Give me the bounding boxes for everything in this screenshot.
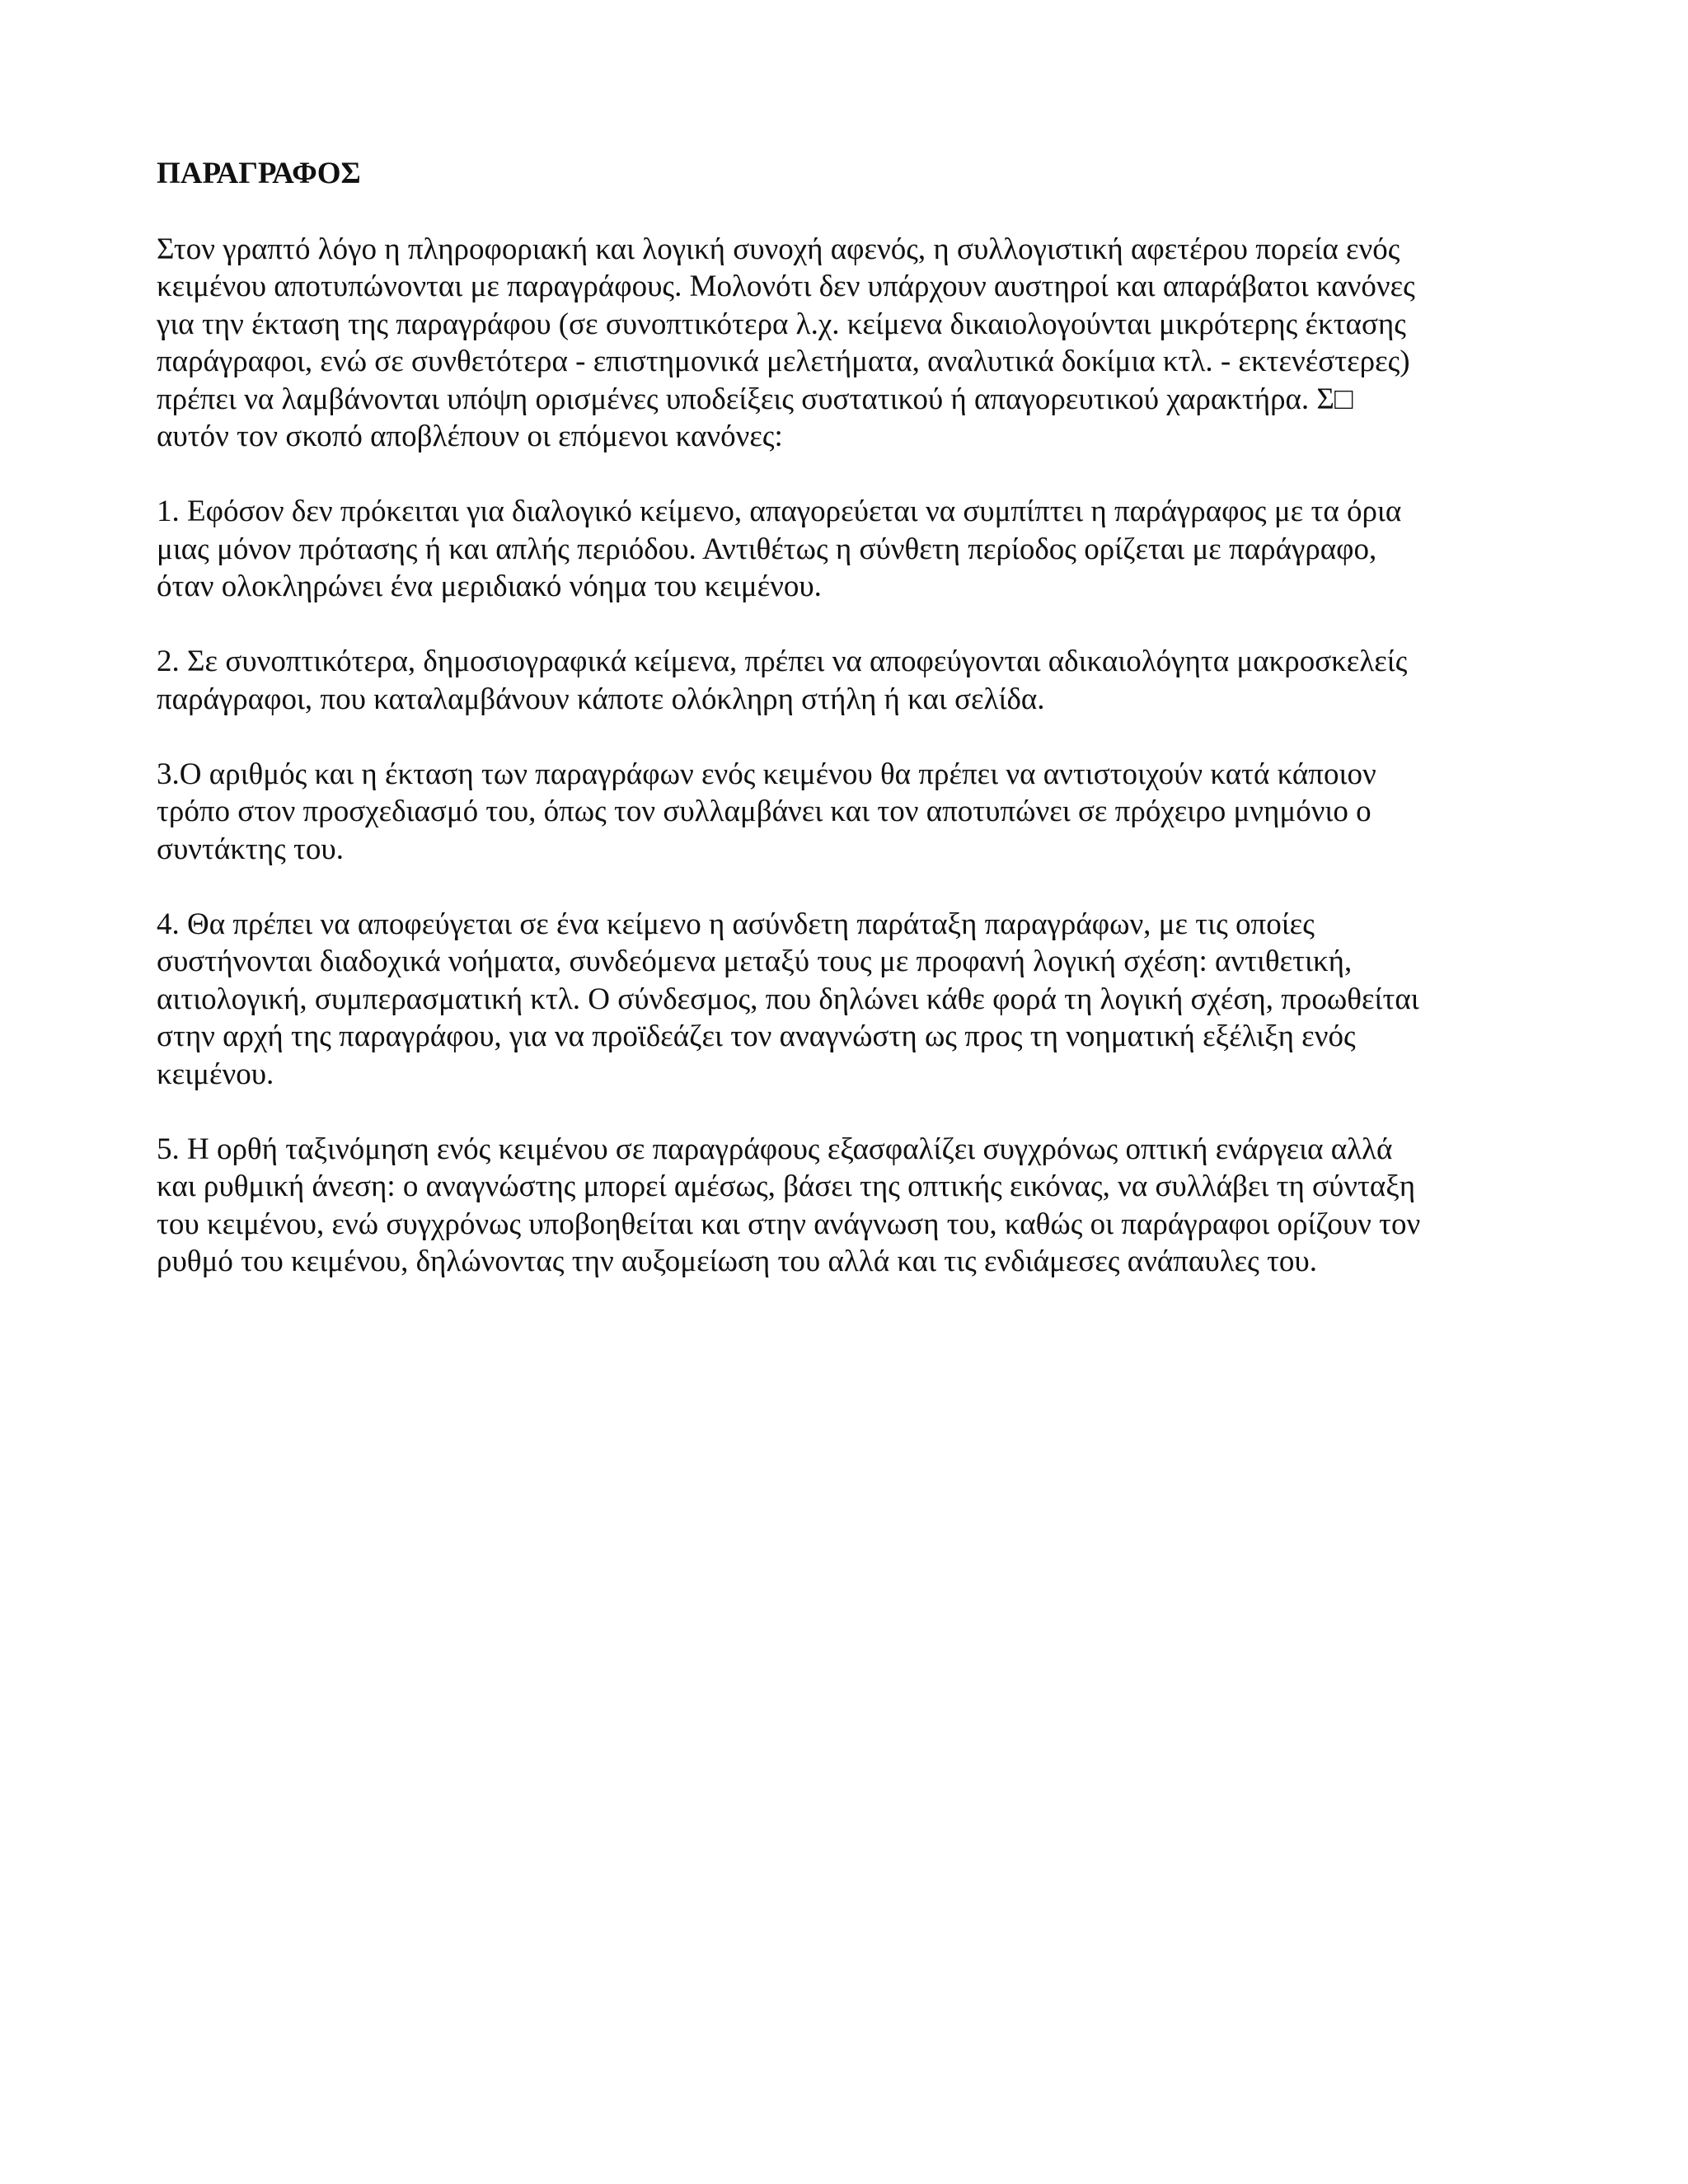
text-line: 3.Ο αριθμός και η έκταση των παραγράφων ενός κειμένου θα πρέπει να αντιστοιχούν κατά κάποιον bbox=[157, 757, 1376, 791]
text-line: στην αρχή της παραγράφου, για να προϊδεάζει τον αναγνώστη ως προς τη νοηματική εξέλιξη ενός bbox=[157, 1019, 1356, 1053]
text-line: ρυθμό του κειμένου, δηλώνοντας την αυξομείωση του αλλά και τις ενδιάμεσες ανάπαυλες του. bbox=[157, 1244, 1318, 1278]
text-line: συντάκτης του. bbox=[157, 832, 344, 866]
document-body bbox=[157, 155, 1541, 1318]
text-line: όταν ολοκληρώνει ένα μεριδιακό νόημα του κειμένου. bbox=[157, 569, 822, 603]
paragraph-rule-1 bbox=[157, 493, 1541, 606]
text-line: κειμένου αποτυπώνονται με παραγράφους. Μολονότι δεν υπάρχουν αυστηροί και απαράβατοι κανόνες bbox=[157, 269, 1415, 303]
text-line: για την έκταση της παραγράφου (σε συνοπτικότερα λ.χ. κείμενα δικαιολογούνται μικρότερης έκτασης bbox=[157, 307, 1406, 341]
text-line: συστήνονται διαδοχικά νοήματα, συνδεόμενα μεταξύ τους με προφανή λογική σχέση: αντιθετική, bbox=[157, 944, 1353, 978]
text-line: Στον γραπτό λόγο η πληροφοριακή και λογική συνοχή αφενός, η συλλογιστική αφετέρου πορεία ενός bbox=[157, 232, 1400, 266]
text-line: παράγραφοι, που καταλαμβάνουν κάποτε ολόκληρη στήλη ή και σελίδα. bbox=[157, 682, 1045, 716]
text-line: και ρυθμική άνεση: ο αναγνώστης μπορεί αμέσως, βάσει της οπτικής εικόνας, να συλλάβει τη σύνταξη bbox=[157, 1169, 1416, 1203]
paragraph-rule-3 bbox=[157, 756, 1541, 869]
text-line: αιτιολογική, συμπερασματική κτλ. Ο σύνδεσμος, που δηλώνει κάθε φορά τη λογική σχέση, προωθείται bbox=[157, 982, 1419, 1016]
paragraph-rule-4 bbox=[157, 906, 1541, 1094]
text-line: αυτόν τον σκοπό αποβλέπουν οι επόμενοι κανόνες: bbox=[157, 419, 783, 453]
text-line: κειμένου. bbox=[157, 1057, 274, 1091]
document-title: ΠΑΡΑΓΡΑΦΟΣ bbox=[157, 157, 361, 190]
text-line: παράγραφοι, ενώ σε συνθετότερα - επιστημονικά μελετήματα, αναλυτικά δοκίμια κτλ. - εκτενέστερες) bbox=[157, 344, 1410, 378]
text-line: μιας μόνον πρότασης ή και απλής περιόδου. Αντιθέτως η σύνθετη περίοδος ορίζεται με παράγραφο, bbox=[157, 532, 1377, 566]
text-line: 1. Εφόσον δεν πρόκειται για διαλογικό κείμενο, απαγορεύεται να συμπίπτει η παράγραφος με τα όρια bbox=[157, 494, 1402, 528]
text-line: 5. Η ορθή ταξινόμηση ενός κειμένου σε παραγράφους εξασφαλίζει συγχρόνως οπτική ενάργεια αλλά bbox=[157, 1132, 1393, 1166]
text-line: 2. Σε συνοπτικότερα, δημοσιογραφικά κείμενα, πρέπει να αποφεύγονται αδικαιολόγητα μακροσκελείς bbox=[157, 644, 1408, 678]
paragraph-rule-2 bbox=[157, 643, 1541, 718]
text-line: του κειμένου, ενώ συγχρόνως υποβοηθείται και στην ανάγνωση του, καθώς οι παράγραφοι ορίζουν τον bbox=[157, 1207, 1421, 1241]
text-line: πρέπει να λαμβάνονται υπόψη ορισμένες υποδείξεις συστατικού ή απαγορευτικού χαρακτήρα. Σ□ bbox=[157, 382, 1353, 416]
paragraph-intro bbox=[157, 231, 1541, 456]
text-line: 4. Θα πρέπει να αποφεύγεται σε ένα κείμενο η ασύνδετη παράταξη παραγράφων, με τις οποίες bbox=[157, 907, 1315, 941]
paragraph-rule-5 bbox=[157, 1131, 1541, 1281]
text-line: τρόπο στον προσχεδιασμό του, όπως τον συλλαμβάνει και τον αποτυπώνει σε πρόχειρο μνημόνιο ο bbox=[157, 794, 1372, 828]
